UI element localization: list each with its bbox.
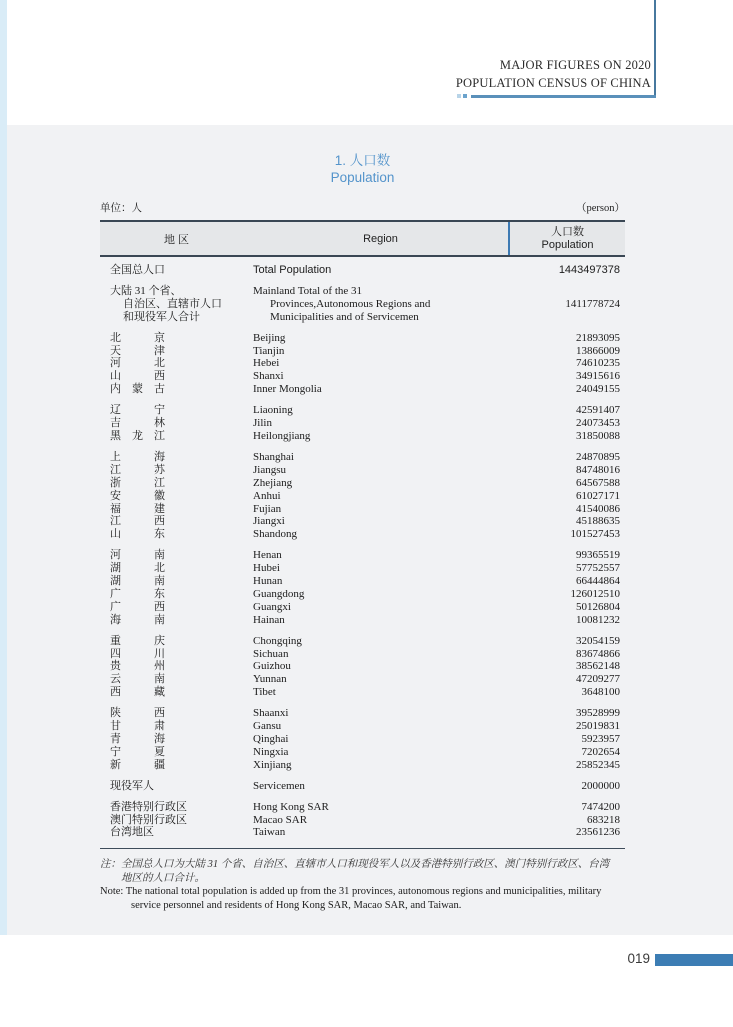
table-group <box>100 332 625 397</box>
region-en: Xinjiang <box>253 758 292 771</box>
region-zh: 山西 <box>110 370 165 383</box>
region-zh: 广西 <box>110 600 165 613</box>
page-number: 019 <box>627 951 650 966</box>
note-zh-line1: 注：全国总人口为大陆 31 个省、自治区、直辖市人口和现役军人以及香港特别行政区、澳门特别行政区、台湾 <box>100 859 610 871</box>
region-zh: 广东 <box>110 587 165 600</box>
population-value: 101527453 <box>570 528 620 541</box>
population-value: 7202654 <box>581 745 620 758</box>
region-en: Guizhou <box>253 660 291 673</box>
region-en: Jiangsu <box>253 463 286 476</box>
header-vertical-rule <box>654 0 656 96</box>
region-zh: 湖北 <box>110 562 165 575</box>
region-zh: 内蒙古 <box>110 383 165 396</box>
table-row <box>100 686 625 699</box>
region-zh: 山东 <box>110 528 165 541</box>
region-en: Macao SAR <box>253 813 308 826</box>
region-en: Liaoning <box>253 404 293 417</box>
decor-dot-icon <box>457 94 461 98</box>
population-value: 2000000 <box>581 779 620 792</box>
region-en: Shandong <box>253 528 297 541</box>
book-header-line1: MAJOR FIGURES ON 2020 <box>499 58 651 72</box>
population-value: 24870895 <box>576 450 620 463</box>
region-en: Servicemen <box>253 779 305 792</box>
table-row <box>100 285 625 324</box>
region-zh: 新疆 <box>110 758 165 771</box>
table-row <box>100 826 625 839</box>
region-zh: 陕西 <box>110 707 165 720</box>
region-zh: 江西 <box>110 515 165 528</box>
region-en: Jilin <box>253 417 272 430</box>
region-zh: 现役军人 <box>110 779 154 792</box>
table-row <box>100 759 625 772</box>
col-header-population <box>508 222 625 255</box>
region-en: Fujian <box>253 502 282 515</box>
decor-dot-icon <box>463 94 467 98</box>
population-value: 25852345 <box>576 758 620 771</box>
region-zh: 贵州 <box>110 660 165 673</box>
table-row <box>100 549 625 562</box>
region-zh: 福建 <box>110 502 165 515</box>
table-body <box>100 257 625 848</box>
population-value: 23561236 <box>576 826 620 839</box>
population-value: 38562148 <box>576 660 620 673</box>
region-en: Hunan <box>253 575 283 588</box>
table-row <box>100 801 625 814</box>
table-row <box>100 503 625 516</box>
region-en: Mainland Total of the 31 Provinces,Autonomous Regions and Municipalities and of Servicemen <box>253 284 431 323</box>
region-zh: 甘肃 <box>110 720 165 733</box>
region-en: Guangdong <box>253 587 305 600</box>
population-value: 1411778724 <box>565 297 620 310</box>
population-value: 64567588 <box>576 476 620 489</box>
region-zh: 澳门特别行政区 <box>110 813 187 826</box>
population-value: 24049155 <box>576 383 620 396</box>
table-row <box>100 601 625 614</box>
region-zh: 全国总人口 <box>110 264 165 276</box>
region-zh: 香港特别行政区 <box>110 800 187 813</box>
region-en: Heilongjiang <box>253 429 311 442</box>
region-en: Taiwan <box>253 826 286 839</box>
population-value: 7474200 <box>581 800 620 813</box>
table-group <box>100 285 625 324</box>
region-en: Anhui <box>253 489 281 502</box>
table-header-row <box>100 222 625 257</box>
book-header-line2: POPULATION CENSUS OF CHINA <box>455 75 651 90</box>
region-en: Henan <box>253 549 282 562</box>
population-value: 74610235 <box>576 357 620 370</box>
table-row <box>100 345 625 358</box>
region-zh: 湖南 <box>110 575 165 588</box>
population-table <box>100 220 625 849</box>
table-group <box>100 549 625 626</box>
table-row <box>100 720 625 733</box>
region-en: Tianjin <box>253 344 285 357</box>
population-value: 10081232 <box>576 613 620 626</box>
table-row <box>100 575 625 588</box>
note-zh-line2: 地区的人口合计。 <box>121 872 205 884</box>
table-group <box>100 635 625 700</box>
region-zh: 四川 <box>110 647 165 660</box>
table-group <box>100 264 625 277</box>
col-header-population-en: Population <box>541 238 594 251</box>
content-panel <box>7 125 733 935</box>
region-zh: 江苏 <box>110 463 165 476</box>
region-en: Qinghai <box>253 733 289 745</box>
section-title-zh: 1. 人口数 <box>334 153 391 168</box>
population-value: 5923957 <box>581 733 620 745</box>
population-value: 66444864 <box>576 575 620 588</box>
table-row <box>100 733 625 746</box>
population-value: 99365519 <box>576 549 620 562</box>
region-zh: 宁夏 <box>110 745 165 758</box>
table-group <box>100 801 625 840</box>
table-group <box>100 707 625 772</box>
region-en: Hebei <box>253 357 280 370</box>
region-en: Inner Mongolia <box>253 383 322 396</box>
population-value: 126012510 <box>570 587 620 600</box>
table-row <box>100 332 625 345</box>
region-en: Zhejiang <box>253 476 293 489</box>
region-zh: 浙江 <box>110 476 165 489</box>
population-value: 45188635 <box>576 515 620 528</box>
population-value: 84748016 <box>576 463 620 476</box>
table-row <box>100 528 625 541</box>
table-row <box>100 746 625 759</box>
table-row <box>100 370 625 383</box>
region-zh: 辽宁 <box>110 404 165 417</box>
table-group <box>100 780 625 793</box>
population-value: 34915616 <box>576 370 620 383</box>
region-en: Shanxi <box>253 370 284 383</box>
population-value: 50126804 <box>576 600 620 613</box>
table-row <box>100 588 625 601</box>
table-row <box>100 635 625 648</box>
note-en-line1: Note: The national total population is added up from the 31 provinces, autonomous regions and municipalities, military <box>100 886 602 898</box>
region-en: Hong Kong SAR <box>253 800 329 813</box>
population-value: 1443497378 <box>558 264 620 276</box>
region-zh: 大陆 31 个省、 自治区、直辖市人口 和现役军人合计 <box>110 284 222 323</box>
col-header-region-en: Region <box>363 232 398 245</box>
region-zh: 北京 <box>110 331 165 344</box>
section-title-en: Population <box>330 170 395 185</box>
region-zh: 吉林 <box>110 417 165 430</box>
left-accent-strip <box>0 0 7 935</box>
unit-label-en: （person） <box>576 203 625 214</box>
header-underline <box>457 94 656 98</box>
region-en: Beijing <box>253 331 286 344</box>
region-zh: 云南 <box>110 673 165 686</box>
table-row <box>100 515 625 528</box>
population-value: 32054159 <box>576 634 620 647</box>
table-row <box>100 614 625 627</box>
table-row <box>100 673 625 686</box>
population-value: 3648100 <box>581 686 620 699</box>
region-en: Shanghai <box>253 450 294 463</box>
region-zh: 黑龙江 <box>110 429 165 442</box>
col-header-population-zh: 人口数 <box>551 225 584 238</box>
region-en: Shaanxi <box>253 707 289 720</box>
population-value: 61027171 <box>576 489 620 502</box>
table-row <box>100 814 625 827</box>
region-zh: 海南 <box>110 613 165 626</box>
table-row <box>100 357 625 370</box>
region-zh: 青海 <box>110 733 165 745</box>
table-row <box>100 477 625 490</box>
region-zh: 台湾地区 <box>110 826 154 839</box>
page-number-bar <box>655 954 733 966</box>
region-zh: 河北 <box>110 357 165 370</box>
population-value: 57752557 <box>576 562 620 575</box>
section-title <box>100 125 625 186</box>
population-value: 683218 <box>587 813 620 826</box>
population-value: 31850088 <box>576 429 620 442</box>
table-row <box>100 404 625 417</box>
population-value: 83674866 <box>576 647 620 660</box>
region-zh: 安徽 <box>110 489 165 502</box>
table-row <box>100 490 625 503</box>
region-en: Sichuan <box>253 647 289 660</box>
decor-rule-line <box>471 95 656 98</box>
region-en: Chongqing <box>253 634 302 647</box>
table-row <box>100 464 625 477</box>
unit-label-zh: 单位：人 <box>100 203 142 214</box>
footnotes <box>100 858 625 912</box>
table-row <box>100 707 625 720</box>
region-zh: 河南 <box>110 549 165 562</box>
region-en: Hubei <box>253 562 280 575</box>
region-zh: 天津 <box>110 344 165 357</box>
region-en: Gansu <box>253 720 282 733</box>
table-row <box>100 451 625 464</box>
region-en: Hainan <box>253 613 285 626</box>
region-en: Yunnan <box>253 673 287 686</box>
population-value: 21893095 <box>576 331 620 344</box>
region-en: Jiangxi <box>253 515 285 528</box>
region-en: Tibet <box>253 686 276 699</box>
table-row <box>100 264 625 277</box>
region-zh: 西藏 <box>110 686 165 699</box>
col-header-region-zh: 地 区 <box>163 233 190 246</box>
table-row <box>100 383 625 396</box>
region-en: Ningxia <box>253 745 289 758</box>
population-value: 41540086 <box>576 502 620 515</box>
table-row <box>100 780 625 793</box>
population-value: 39528999 <box>576 707 620 720</box>
table-row <box>100 430 625 443</box>
book-header <box>456 57 651 92</box>
region-zh: 上海 <box>110 450 165 463</box>
table-row <box>100 660 625 673</box>
table-row <box>100 562 625 575</box>
population-value: 47209277 <box>576 673 620 686</box>
population-value: 25019831 <box>576 720 620 733</box>
population-value: 24073453 <box>576 417 620 430</box>
region-en: Guangxi <box>253 600 291 613</box>
unit-row <box>100 200 625 215</box>
note-en-line2: service personnel and residents of Hong Kong SAR, Macao SAR, and Taiwan. <box>131 899 462 911</box>
table-row <box>100 417 625 430</box>
population-value: 13866009 <box>576 344 620 357</box>
region-zh: 重庆 <box>110 634 165 647</box>
table-row <box>100 648 625 661</box>
region-en: Total Population <box>253 264 332 276</box>
table-group <box>100 404 625 443</box>
table-group <box>100 451 625 541</box>
population-value: 42591407 <box>576 404 620 417</box>
